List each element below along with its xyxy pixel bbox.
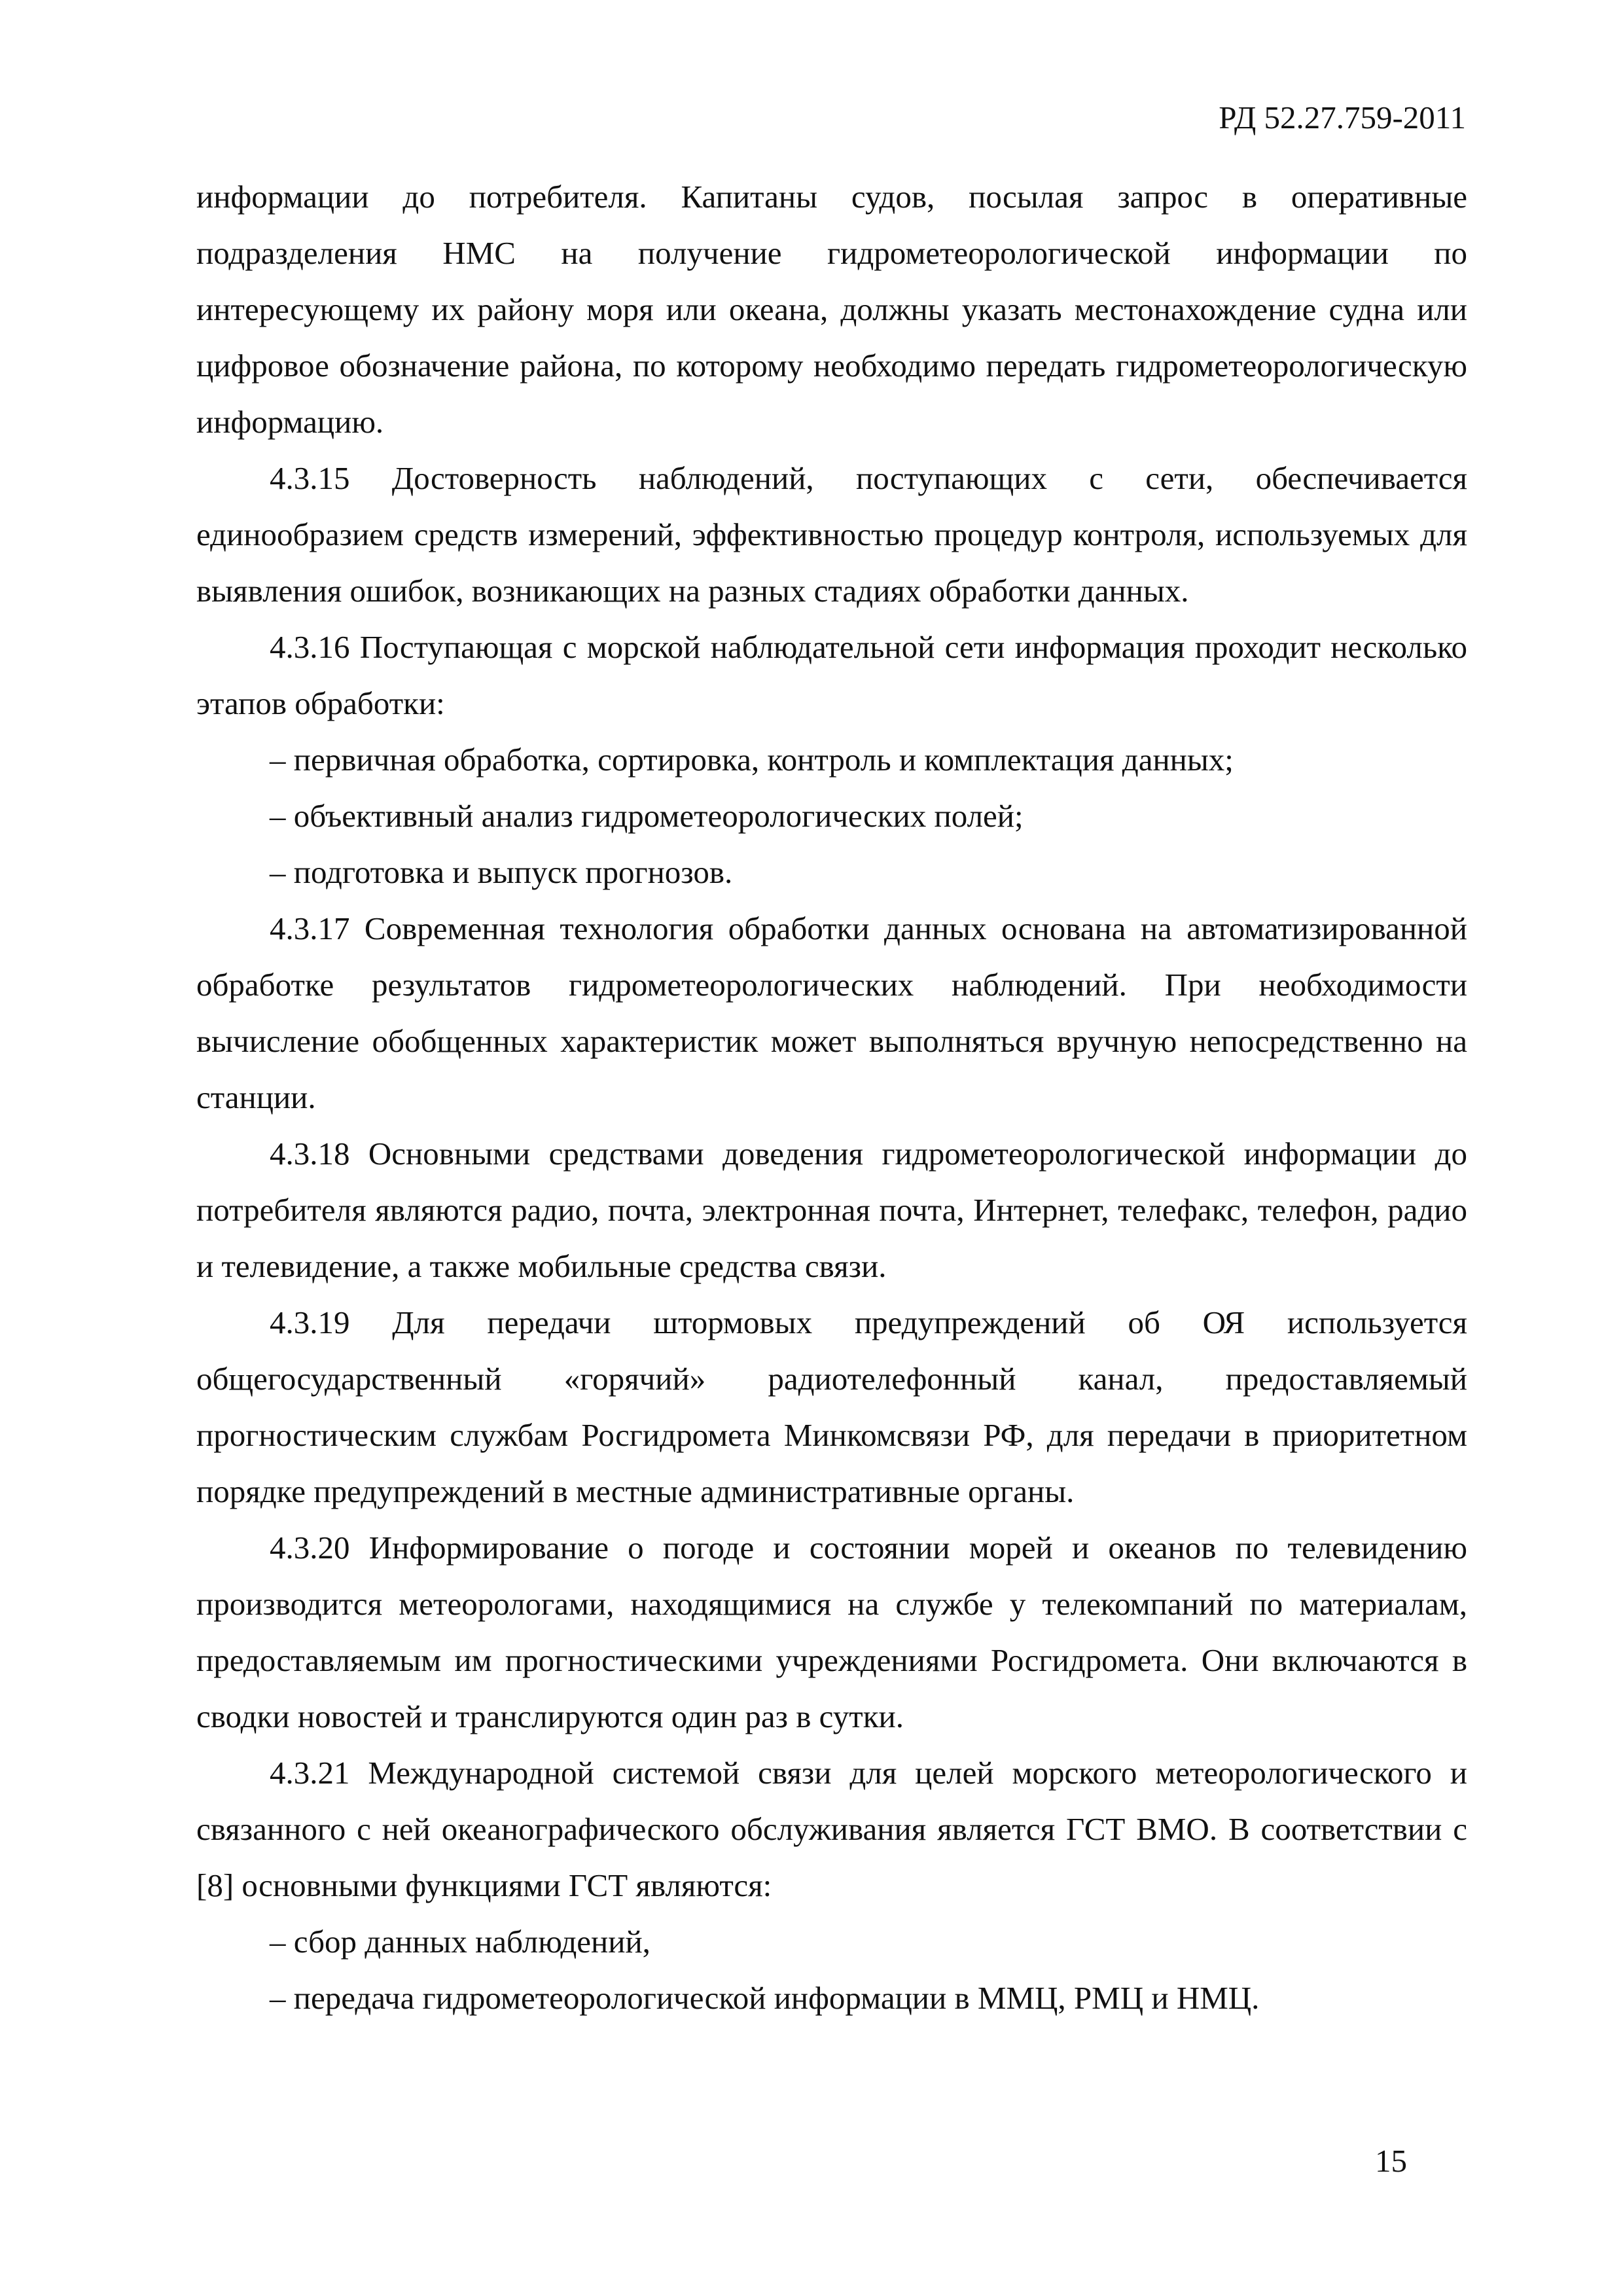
paragraph-4-3-17: 4.3.17 Современная технология обработки данных основана на автоматизированной обработке результатов гидрометеорологических наблюдений. При необходимости вычисление обобщенных характеристик может выполняться вручную непосредственно на станции. bbox=[196, 910, 1467, 1115]
document-body bbox=[196, 169, 1467, 2026]
list-item: – передача гидрометеорологической информации в ММЦ, РМЦ и НМЦ. bbox=[270, 1980, 1260, 2016]
list-item: – подготовка и выпуск прогнозов. bbox=[270, 854, 733, 890]
paragraph-4-3-15: 4.3.15 Достоверность наблюдений, поступающих с сети, обеспечивается единообразием средств измерений, эффективностью процедур контроля, используемых для выявления ошибок, возникающих на разных стадиях обработки данных. bbox=[196, 460, 1467, 609]
page-number: 15 bbox=[1375, 2143, 1407, 2179]
list-item: – объективный анализ гидрометеорологических полей; bbox=[270, 798, 1024, 834]
document-code-header: РД 52.27.759-2011 bbox=[1219, 99, 1466, 135]
list-item: – первичная обработка, сортировка, контроль и комплектация данных; bbox=[270, 742, 1234, 778]
list-item: – сбор данных наблюдений, bbox=[270, 1924, 651, 1960]
paragraph-4-3-19: 4.3.19 Для передачи штормовых предупреждений об ОЯ используется общегосударственный «горячий» радиотелефонный канал, предоставляемый прогностическим службам Росгидромета Минкомсвязи РФ, для передачи в приоритетном порядке предупреждений в местные административные органы. bbox=[196, 1304, 1467, 1509]
paragraph-4-3-20: 4.3.20 Информирование о погоде и состоянии морей и океанов по телевидению производится метеорологами, находящимися на службе у телекомпаний по материалам, предоставляемым им прогностическими учреждениями Росгидромета. Они включаются в сводки новостей и транслируются один раз в сутки. bbox=[196, 1530, 1467, 1734]
paragraph-continuation: информации до потребителя. Капитаны судов, посылая запрос в оперативные подразделения НМС на получение гидрометеорологической информации по интересующему их району моря или океана, должны указать местонахождение судна или цифровое обозначение района, по которому необходимо передать гидрометеорологическую информацию. bbox=[196, 179, 1467, 440]
paragraph-4-3-18: 4.3.18 Основными средствами доведения гидрометеорологической информации до потребителя являются радио, почта, электронная почта, Интернет, телефакс, телефон, радио и телевидение, а также мобильные средства связи. bbox=[196, 1136, 1467, 1284]
paragraph-4-3-16: 4.3.16 Поступающая с морской наблюдательной сети информация проходит несколько этапов обработки: bbox=[196, 629, 1467, 721]
paragraph-4-3-21: 4.3.21 Международной системой связи для целей морского метеорологического и связанного с ней океанографического обслуживания является ГСТ ВМО. В соответствии с [8] основными функциями ГСТ являются: bbox=[196, 1755, 1467, 1903]
